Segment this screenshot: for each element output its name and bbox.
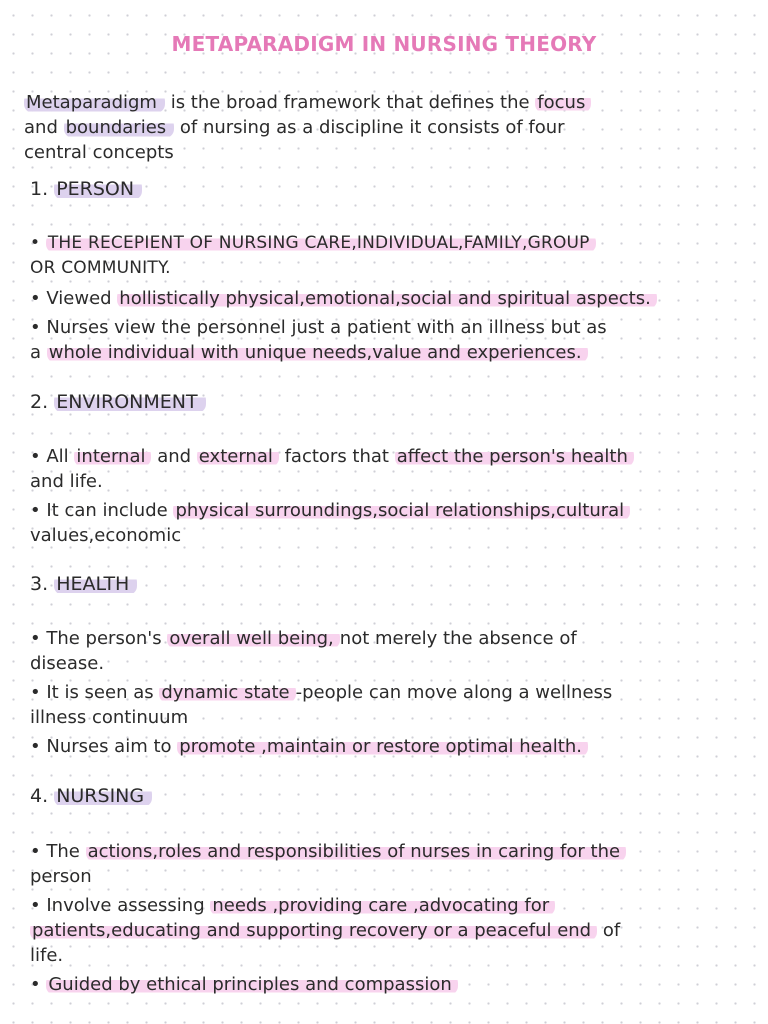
bullet-text: It is seen as bbox=[46, 682, 160, 703]
bullet-text: illness continuum bbox=[30, 707, 189, 728]
bullet-text: factors that bbox=[278, 446, 395, 467]
bullet-icon: • bbox=[30, 233, 41, 253]
bullet-highlight: dynamic state bbox=[159, 682, 295, 703]
bullet-text: not merely the absence of bbox=[339, 628, 577, 649]
section-number: 4. bbox=[30, 785, 49, 807]
bullet-text: a bbox=[30, 342, 47, 363]
intro-text: and bbox=[24, 117, 64, 138]
bullet-highlight: physical surroundings,social relationships,cultural bbox=[173, 500, 630, 521]
section-heading-health bbox=[30, 573, 137, 595]
intro-text: is the broad framework that defines the bbox=[164, 92, 536, 113]
health-bullets bbox=[30, 626, 612, 759]
bullet-highlight: whole individual with unique needs,value and experiences. bbox=[47, 342, 588, 363]
bullet-icon: • bbox=[30, 317, 41, 338]
bullet-highlight: external bbox=[197, 446, 279, 467]
bullet-icon: • bbox=[30, 446, 41, 467]
bullet-icon: • bbox=[30, 682, 41, 703]
bullet-icon: • bbox=[30, 841, 41, 862]
bullet-text: and life. bbox=[30, 471, 103, 492]
bullet-highlight: promote ,maintain or restore optimal health. bbox=[177, 736, 588, 757]
bullet-highlight: Guided by ethical principles and compassion bbox=[46, 974, 457, 995]
bullet-text: Involve assessing bbox=[46, 895, 211, 916]
environment-bullets bbox=[30, 444, 634, 548]
section-title: NURSING bbox=[54, 785, 152, 807]
bullet-highlight: hollistically physical,emotional,social and spiritual aspects. bbox=[117, 288, 657, 309]
section-heading-environment bbox=[30, 391, 206, 413]
bullet-text: person bbox=[30, 866, 92, 887]
bullet-text: Nurses aim to bbox=[46, 736, 178, 757]
intro-keyword-focus: focus bbox=[535, 92, 591, 113]
bullet-text: THE RECEPIENT OF NURSING CARE,INDIVIDUAL,FAMILY,GROUP bbox=[46, 233, 596, 253]
bullet-icon: • bbox=[30, 974, 41, 995]
section-title: PERSON bbox=[54, 178, 142, 200]
bullet-text: OR COMMUNITY. bbox=[30, 258, 171, 278]
nursing-bullets bbox=[30, 839, 626, 997]
bullet-text: All bbox=[46, 446, 75, 467]
bullet-text: of bbox=[597, 920, 621, 941]
bullet-text: values,economic bbox=[30, 525, 182, 546]
bullet-text: -people can move along a wellness bbox=[295, 682, 613, 703]
bullet-icon: • bbox=[30, 895, 41, 916]
bullet-icon: • bbox=[30, 288, 41, 309]
bullet-icon: • bbox=[30, 736, 41, 757]
section-number: 1. bbox=[30, 178, 49, 200]
section-heading-person bbox=[30, 178, 142, 200]
intro-text: of nursing as a discipline it consists of four bbox=[174, 117, 565, 138]
bullet-icon: • bbox=[30, 500, 41, 521]
bullet-highlight: internal bbox=[74, 446, 151, 467]
bullet-highlight: patients,educating and supporting recovery or a peaceful end bbox=[30, 920, 597, 941]
intro-paragraph bbox=[24, 90, 591, 165]
bullet-highlight: actions,roles and responsibilities of nurses in caring for the bbox=[86, 841, 627, 862]
intro-text: central concepts bbox=[24, 142, 174, 163]
bullet-text: The person's bbox=[46, 628, 168, 649]
person-bullets bbox=[30, 231, 657, 365]
bullet-text: Viewed bbox=[46, 288, 118, 309]
section-number: 2. bbox=[30, 391, 49, 413]
section-heading-nursing bbox=[30, 785, 152, 807]
bullet-text: disease. bbox=[30, 653, 105, 674]
bullet-highlight: affect the person's health bbox=[395, 446, 634, 467]
bullet-highlight: needs ,providing care ,advocating for bbox=[210, 895, 555, 916]
bullet-text: It can include bbox=[46, 500, 174, 521]
bullet-text: The bbox=[46, 841, 86, 862]
section-title: ENVIRONMENT bbox=[54, 391, 205, 413]
bullet-text: and bbox=[151, 446, 197, 467]
bullet-icon: • bbox=[30, 628, 41, 649]
bullet-highlight: overall well being, bbox=[167, 628, 339, 649]
bullet-text: Nurses view the personnel just a patient with an illness but as bbox=[46, 317, 607, 338]
bullet-text: life. bbox=[30, 945, 64, 966]
intro-keyword-metaparadigm: Metaparadigm bbox=[24, 92, 165, 113]
section-number: 3. bbox=[30, 573, 49, 595]
intro-keyword-boundaries: boundaries bbox=[64, 117, 175, 138]
page-title: METAPARADIGM IN NURSING THEORY bbox=[171, 32, 597, 56]
section-title: HEALTH bbox=[54, 573, 137, 595]
